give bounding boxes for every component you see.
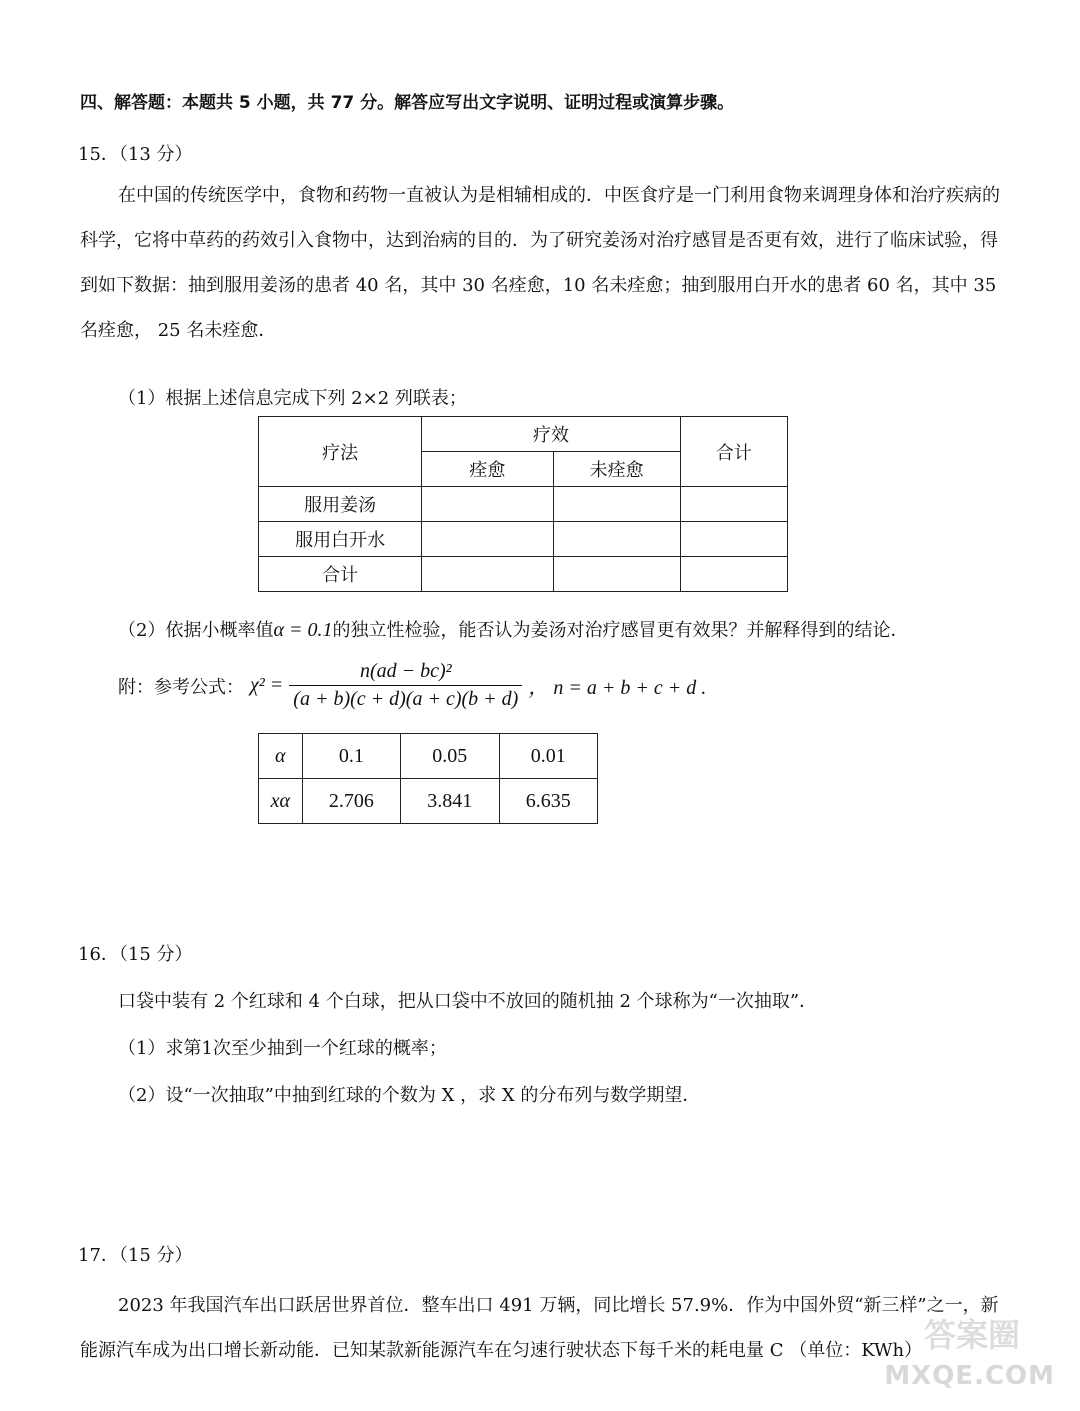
table-row [259,487,788,522]
question-16-number: 16．（15 分） [78,944,193,965]
table-row [259,557,788,592]
watermark-url: MXQE.COM [884,1361,1055,1391]
blank-cell [680,487,787,522]
question-15-part1: （1）根据上述信息完成下列 2×2 列联表； [118,388,467,409]
question-17-number: 17．（15 分） [78,1245,193,1266]
contingency-table [258,416,788,592]
part2-suffix: 的独立性检验，能否认为姜汤对治疗感冒更有效果？并解释得到的结论． [332,620,909,641]
alpha-label: α [259,734,303,779]
formula-denominator: (a + b)(c + d)(a + c)(b + d) [293,688,519,710]
row-label: 合计 [259,557,422,592]
alpha-value: 0.1 [302,734,400,779]
question-17-text: 2023 年我国汽车出口跃居世界首位．整车出口 491 万辆，同比增长 57.9%．作为中国外贸“新三样”之一，新能源汽车成为出口增长新动能．已知某款新能源汽车在匀速行驶状态下每千米的耗电量 C （单位：KWh） [80,1295,999,1361]
blank-cell [680,557,787,592]
blank-cell [422,487,553,522]
blank-cell [680,522,787,557]
alpha-value: 0.05 [401,734,499,779]
question-17-paragraph [80,1283,1005,1373]
section-heading: 四、解答题：本题共 5 小题，共 77 分。解答应写出文字说明、证明过程或演算步骤。 [80,93,735,113]
watermark-logo: 答案圈 [923,1316,1020,1354]
row-label: 服用白开水 [259,522,422,557]
header-uncured: 未痊愈 [553,452,680,487]
formula-numerator: n(ad − bc)² [289,660,522,686]
header-cured: 痊愈 [422,452,553,487]
row-label: 服用姜汤 [259,487,422,522]
question-15-number: 15．（13 分） [78,144,193,165]
blank-cell [553,557,680,592]
alpha-value: 0.01 [499,734,597,779]
question-15-text: 在中国的传统医学中，食物和药物一直被认为是相辅相成的．中医食疗是一门利用食物来调理身体和治疗疾病的科学，它将中草药的药效引入食物中，达到治病的目的．为了研究姜汤对治疗感冒是否更有效，进行了临床试验，得到如下数据：抽到服用姜汤的患者 40 名，其中 30 名痊愈，10 名未痊愈；抽到服用白开水的患者 60 名，其中 35 名痊愈， 25 名未痊愈． [80,185,1000,341]
blank-cell [422,557,553,592]
x-value: 3.841 [401,779,499,824]
header-total: 合计 [680,417,787,487]
question-16-part1: （1）求第1次至少抽到一个红球的概率； [118,1038,447,1059]
part2-alpha: α = 0.1 [273,619,333,641]
header-method: 疗法 [259,417,422,487]
formula-lhs: χ² = [250,674,284,696]
question-16-part2: （2）设“一次抽取”中抽到红球的个数为 X ，求 X 的分布列与数学期望． [118,1085,701,1106]
reference-formula [118,660,706,711]
part2-prefix: （2）依据小概率值 [118,620,274,641]
x-alpha-label: xα [259,779,303,824]
header-effect: 疗效 [422,417,680,452]
question-16-intro: 口袋中装有 2 个红球和 4 个白球，把从口袋中不放回的随机抽 2 个球称为“一次抽取”． [118,991,818,1012]
question-15-paragraph [80,173,1005,353]
blank-cell [553,522,680,557]
critical-value-table [258,733,598,824]
formula-label: 附：参考公式： [118,676,244,698]
x-value: 6.635 [499,779,597,824]
table-row [259,522,788,557]
blank-cell [553,487,680,522]
question-15-part2 [118,616,908,642]
blank-cell [422,522,553,557]
formula-tail: ， n = a + b + c + d . [528,677,707,699]
table-row [259,734,598,779]
x-value: 2.706 [302,779,400,824]
formula-fraction [289,660,522,711]
table-row [259,779,598,824]
